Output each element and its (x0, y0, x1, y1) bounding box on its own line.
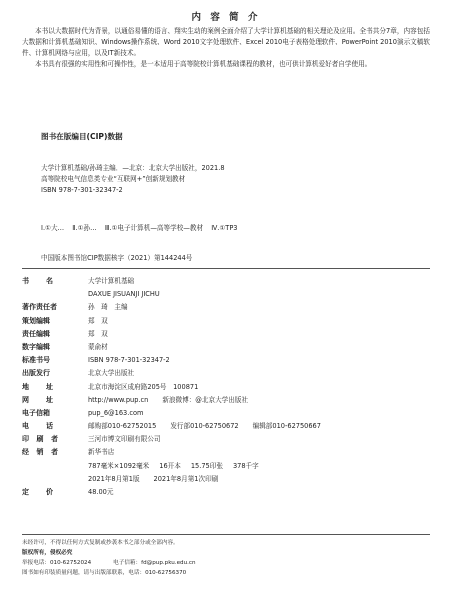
detail-label: 策划编辑 (22, 316, 50, 325)
detail-row-phone (22, 420, 430, 433)
intro-paragraph-2: 本书具有很强的实用性和可操作性，是一本适用于高等院校计算机基础课程的教材，也可供计算机爱好者自学使用。 (35, 60, 372, 68)
footer-notice (22, 538, 430, 578)
detail-value: 北京大学出版社 (88, 369, 135, 378)
copy-notice: 未经许可，不得以任何方式复制或抄袭本书之部分或全部内容。 (22, 540, 179, 546)
detail-value: 孙 琦 主编 (88, 303, 128, 312)
rights-notice: 版权所有，侵权必究 (22, 550, 73, 556)
cip-class-1: Ⅰ.①大… (41, 224, 65, 232)
detail-value: DAXUE JISUANJI JICHU (88, 290, 160, 299)
cip-block (41, 163, 225, 196)
detail-label: 网址 (22, 395, 70, 404)
edition: 2021年8月第1版 (88, 474, 140, 483)
detail-row-publisher (22, 367, 430, 380)
detail-value: ISBN 978-7-301-32347-2 (88, 356, 170, 365)
report-email: 电子信箱：fd@pup.pku.edu.cn (113, 560, 196, 566)
word-count: 378千字 (232, 461, 259, 470)
cip-classification (41, 222, 244, 232)
divider-bottom (22, 534, 430, 535)
mail-order-phone: 邮购部010-62752015 (88, 422, 157, 431)
cip-line-1: 大学计算机基础/孙琦主编．—北京：北京大学出版社，2021.8 (41, 164, 225, 172)
detail-label: 标准书号 (22, 356, 50, 365)
editorial-phone: 编辑部010-62750667 (252, 422, 321, 431)
detail-label: 电话 (22, 422, 70, 431)
detail-row-website (22, 394, 430, 407)
detail-row-printer (22, 433, 430, 446)
quality-contact: 图书如有印装质量问题，请与出版部联系，电话：010-62756370 (22, 570, 187, 576)
detail-value: 三河市博文印刷有限公司 (88, 435, 161, 444)
detail-label: 地址 (22, 382, 70, 391)
detail-value (88, 420, 321, 433)
detail-label: 著作责任者 (22, 303, 57, 312)
detail-label: 印刷者 (22, 435, 66, 444)
detail-row-title (22, 275, 430, 288)
cip-line-3: ISBN 978-7-301-32347-2 (41, 186, 123, 194)
cip-class-4: Ⅳ.①TP3 (211, 224, 238, 232)
detail-value: 新华书店 (88, 448, 115, 457)
detail-row-price (22, 486, 430, 499)
email-link[interactable]: pup_6@163.com (88, 408, 144, 417)
website-link[interactable]: http://www.pup.cn (88, 395, 149, 404)
intro-paragraph-1: 本书以大数据时代为背景，以通俗易懂的语言、翔实生动的案例全面介绍了大学计算机基础的相关理论及应用。全书共分7章，内容包括大数据和计算机基础知识、Windows操作系统、Word 2010文字处理软件、Excel 2010电子表格处理软件、PowerPoint 2010演示文稿软件、计算机网络与应用，以及IT新技术。 (22, 27, 430, 57)
detail-row-edition (22, 473, 430, 486)
divider-top (22, 268, 430, 269)
detail-value: 48.00元 (88, 488, 114, 496)
detail-value: 北京市海淀区成府路205号 100871 (88, 382, 199, 391)
detail-row-planning-editor (22, 315, 430, 328)
detail-row-digital-editor (22, 341, 430, 354)
detail-value: 大学计算机基础 (88, 277, 135, 285)
detail-label: 经销者 (22, 448, 66, 457)
report-contact (22, 558, 430, 568)
distribution-phone: 发行部010-62750672 (170, 422, 239, 431)
detail-row-address (22, 381, 430, 394)
detail-value: 蒙俞材 (88, 342, 108, 351)
report-phone: 举报电话：010-62752024 (22, 560, 92, 566)
cip-class-3: Ⅲ.①电子计算机—高等学校—教材 (104, 224, 204, 232)
detail-row-responsible-editor (22, 328, 430, 341)
detail-label: 出版发行 (22, 369, 50, 378)
detail-label: 数字编辑 (22, 342, 50, 351)
detail-value (88, 394, 248, 407)
folio: 16开本 (159, 461, 181, 470)
detail-row-author (22, 301, 430, 314)
printing: 2021年8月第1次印刷 (153, 474, 219, 483)
cip-heading: 图书在版编目(CIP)数据 (41, 132, 123, 141)
detail-label: 定价 (22, 488, 70, 496)
detail-label: 责任编辑 (22, 329, 50, 338)
intro-section (22, 26, 430, 70)
cip-class-2: Ⅱ.①孙… (72, 224, 97, 232)
printed-sheets: 15.75印张 (190, 461, 223, 470)
paper-size: 787毫米×1092毫米 (88, 461, 150, 470)
page-title: 内 容 简 介 (191, 12, 261, 23)
detail-value: 郑 双 (88, 329, 108, 338)
detail-row-email (22, 407, 430, 420)
detail-row-distributor (22, 446, 430, 459)
detail-value (88, 473, 218, 486)
detail-value: 郑 双 (88, 316, 108, 325)
cip-core-number: 中国版本图书馆CIP数据核字（2021）第144244号 (41, 254, 193, 262)
publication-details (22, 275, 430, 499)
detail-row-pinyin (22, 288, 430, 301)
cip-line-2: 高等院校电气信息类专业“互联网+”创新规划教材 (41, 175, 186, 183)
detail-label: 书名 (22, 277, 70, 285)
detail-row-isbn (22, 354, 430, 367)
detail-row-format (22, 460, 430, 473)
detail-label: 电子信箱 (22, 408, 50, 417)
weibo-text: 新浪微博：@北京大学出版社 (162, 395, 249, 404)
detail-value (88, 460, 259, 473)
